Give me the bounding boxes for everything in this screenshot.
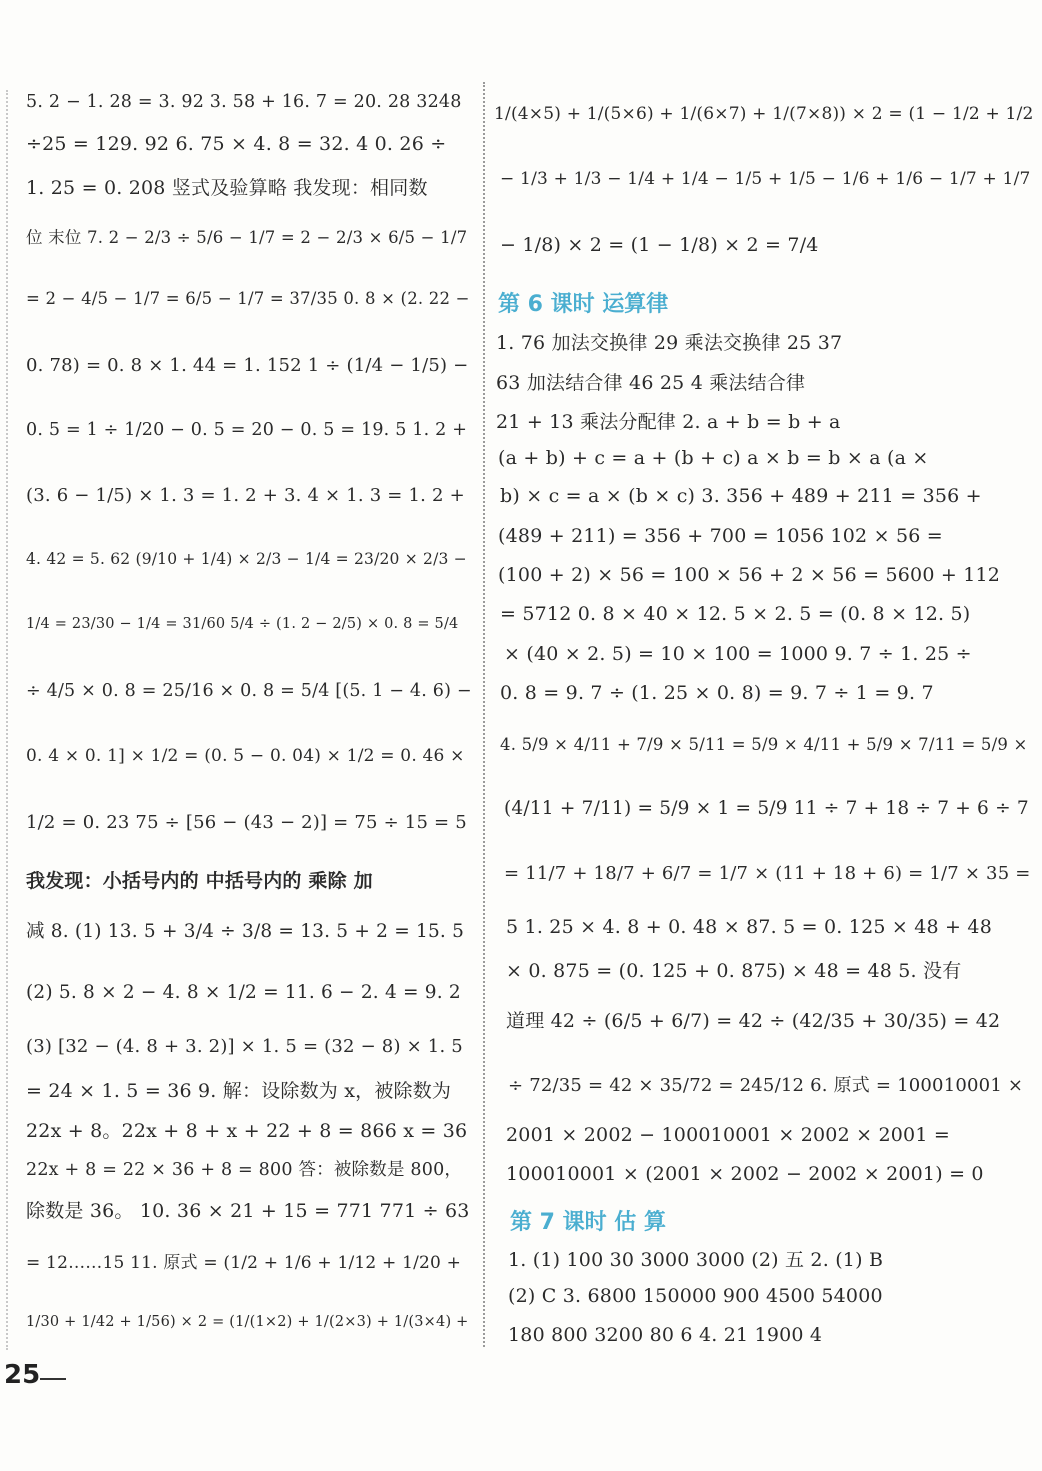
page-edge-rule <box>6 90 8 1350</box>
answer-line: 减 8. (1) 13. 5 + 3/4 ÷ 3/8 = 13. 5 + 2 = 15. 5 <box>26 921 465 942</box>
discovery-line: 我发现：小括号内的 中括号内的 乘除 加 <box>26 870 373 892</box>
answer-line: = 11/7 + 18/7 + 6/7 = 1/7 × (11 + 18 + 6) = 1/7 × 35 = <box>504 863 1031 884</box>
answer-line: 1. 25 = 0. 208 竖式及验算略 我发现：相同数 <box>26 177 428 199</box>
answer-line: 100010001 × (2001 × 2002 − 2002 × 2001) = 0 <box>506 1163 984 1185</box>
answer-line: 21 + 13 乘法分配律 2. a + b = b + a <box>496 411 841 433</box>
answer-line: 4. 5/9 × 4/11 + 7/9 × 5/11 = 5/9 × 4/11 + 5/9 × 7/11 = 5/9 × <box>500 735 1028 754</box>
answer-line: (2) 5. 8 × 2 − 4. 8 × 1/2 = 11. 6 − 2. 4 = 9. 2 <box>26 982 461 1003</box>
answer-line: (100 + 2) × 56 = 100 × 56 + 2 × 56 = 5600 + 112 <box>498 564 1001 586</box>
answer-line: 1/2 = 0. 23 75 ÷ [56 − (43 − 2)] = 75 ÷ 15 = 5 <box>26 812 467 833</box>
page-number: 25 <box>4 1360 41 1390</box>
answer-line: 2001 × 2002 − 100010001 × 2002 × 2001 = <box>506 1124 950 1146</box>
column-divider <box>483 82 485 1347</box>
answer-line: 1/(4×5) + 1/(5×6) + 1/(6×7) + 1/(7×8)) × 2 = (1 − 1/2 + 1/2 <box>494 104 1034 124</box>
section-heading-lesson-7: 第 7 课时 估 算 <box>510 1210 666 1235</box>
answer-line: 63 加法结合律 46 25 4 乘法结合律 <box>496 372 806 394</box>
answer-line: 道理 42 ÷ (6/5 + 6/7) = 42 ÷ (42/35 + 30/35) = 42 <box>506 1010 1001 1032</box>
answer-line: 1. 76 加法交换律 29 乘法交换律 25 37 <box>496 332 843 354</box>
answer-line: − 1/3 + 1/3 − 1/4 + 1/4 − 1/5 + 1/5 − 1/6 + 1/6 − 1/7 + 1/7 <box>500 169 1031 189</box>
answer-line: 0. 4 × 0. 1] × 1/2 = (0. 5 − 0. 04) × 1/2 = 0. 46 × <box>26 746 465 766</box>
answer-line: 位 末位 7. 2 − 2/3 ÷ 5/6 − 1/7 = 2 − 2/3 × 6/5 − 1/7 <box>26 228 468 247</box>
answer-line: = 24 × 1. 5 = 36 9. 解：设除数为 x，被除数为 <box>26 1080 452 1102</box>
answer-line: 0. 8 = 9. 7 ÷ (1. 25 × 0. 8) = 9. 7 ÷ 1 = 9. 7 <box>500 682 934 704</box>
answer-line: (4/11 + 7/11) = 5/9 × 1 = 5/9 11 ÷ 7 + 18 ÷ 7 + 6 ÷ 7 <box>504 798 1029 819</box>
section-heading-lesson-6: 第 6 课时 运算律 <box>498 292 669 317</box>
answer-line: (a + b) + c = a + (b + c) a × b = b × a (a × <box>498 447 929 469</box>
answer-line: × 0. 875 = (0. 125 + 0. 875) × 48 = 48 5. 没有 <box>506 960 962 982</box>
answer-line: (3) [32 − (4. 8 + 3. 2)] × 1. 5 = (32 − 8) × 1. 5 <box>26 1036 463 1057</box>
answer-line: (2) C 3. 6800 150000 900 4500 54000 <box>508 1285 883 1307</box>
answer-line: (489 + 211) = 356 + 700 = 1056 102 × 56 = <box>498 525 943 547</box>
answer-line: ÷ 72/35 = 42 × 35/72 = 245/12 6. 原式 = 100010001 × <box>508 1075 1024 1096</box>
answer-line: 5 1. 25 × 4. 8 + 0. 48 × 87. 5 = 0. 125 × 48 + 48 <box>506 916 992 938</box>
answer-line: 1. (1) 100 30 3000 3000 (2) 五 2. (1) B <box>508 1249 884 1271</box>
answer-line: = 5712 0. 8 × 40 × 12. 5 × 2. 5 = (0. 8 × 12. 5) <box>500 603 971 625</box>
answer-line: 22x + 8 = 22 × 36 + 8 = 800 答：被除数是 800， <box>26 1160 463 1180</box>
answer-line: × (40 × 2. 5) = 10 × 100 = 1000 9. 7 ÷ 1. 25 ÷ <box>504 643 972 665</box>
answer-line: 1/4 = 23/30 − 1/4 = 31/60 5/4 ÷ (1. 2 − 2/5) × 0. 8 = 5/4 <box>26 616 459 632</box>
answer-line: ÷ 4/5 × 0. 8 = 25/16 × 0. 8 = 5/4 [(5. 1 − 4. 6) − <box>26 681 472 701</box>
answer-line: − 1/8) × 2 = (1 − 1/8) × 2 = 7/4 <box>500 234 819 256</box>
answer-line: (3. 6 − 1/5) × 1. 3 = 1. 2 + 3. 4 × 1. 3 = 1. 2 + <box>26 485 465 506</box>
answer-line: 0. 5 = 1 ÷ 1/20 − 0. 5 = 20 − 0. 5 = 19. 5 1. 2 + <box>26 420 468 440</box>
answer-line: = 12……15 11. 原式 = (1/2 + 1/6 + 1/12 + 1/20 + <box>26 1253 462 1273</box>
answer-line: 除数是 36。 10. 36 × 21 + 15 = 771 771 ÷ 63 <box>26 1200 470 1222</box>
answer-line: 4. 42 = 5. 62 (9/10 + 1/4) × 2/3 − 1/4 = 23/20 × 2/3 − <box>26 550 467 568</box>
answer-line: 180 800 3200 80 6 4. 21 1900 4 <box>508 1324 823 1346</box>
answer-line: 0. 78) = 0. 8 × 1. 44 = 1. 152 1 ÷ (1/4 − 1/5) − <box>26 355 469 376</box>
answer-line: 22x + 8。22x + 8 + x + 22 + 8 = 866 x = 36 <box>26 1120 468 1142</box>
answer-line: 1/30 + 1/42 + 1/56) × 2 = (1/(1×2) + 1/(2×3) + 1/(3×4) + <box>26 1314 469 1330</box>
answer-line: ÷25 = 129. 92 6. 75 × 4. 8 = 32. 4 0. 26 ÷ <box>26 133 447 155</box>
page-number-dash <box>40 1378 66 1380</box>
answer-line: b) × c = a × (b × c) 3. 356 + 489 + 211 = 356 + <box>500 485 982 507</box>
answer-line: 5. 2 − 1. 28 = 3. 92 3. 58 + 16. 7 = 20. 28 3248 <box>26 92 462 112</box>
answer-line: = 2 − 4/5 − 1/7 = 6/5 − 1/7 = 37/35 0. 8 × (2. 22 − <box>26 289 470 308</box>
